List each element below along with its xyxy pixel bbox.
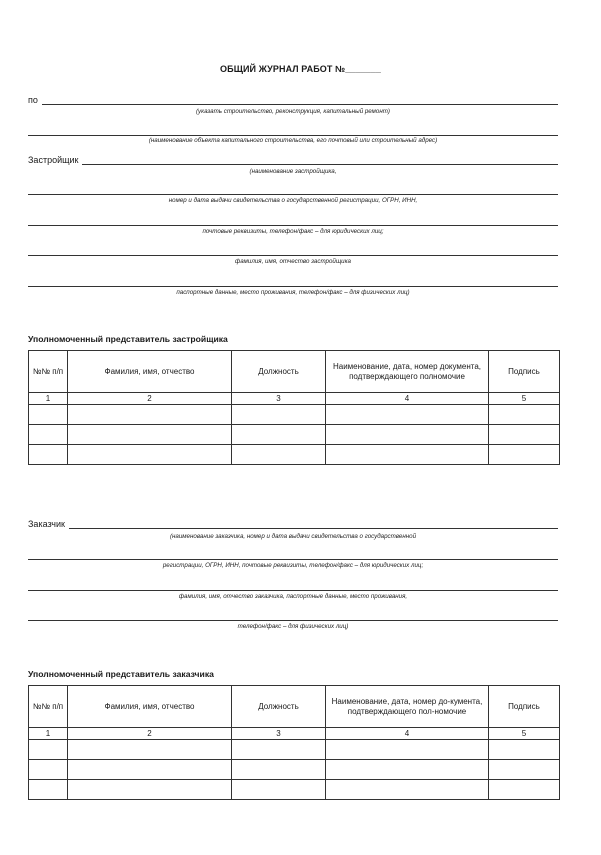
table-cell[interactable] <box>232 780 326 800</box>
table-cell[interactable] <box>29 425 68 445</box>
object-field-line[interactable] <box>28 125 558 136</box>
header-cell-signature: Подпись <box>489 351 560 393</box>
developer-line-4 <box>28 245 558 256</box>
table-cell[interactable] <box>68 780 232 800</box>
po-hint-1: (указать строительство, реконструкция, капитальный ремонт) <box>196 108 390 115</box>
table-cell[interactable] <box>489 445 560 465</box>
table-cell[interactable] <box>232 425 326 445</box>
table-cell[interactable] <box>68 740 232 760</box>
column-number: 3 <box>232 393 326 405</box>
table-cell[interactable] <box>232 405 326 425</box>
header-cell-number: №№ п/п <box>29 686 68 728</box>
developer-hint-1: (наименование застройщика, <box>249 168 337 175</box>
po-row <box>28 94 558 105</box>
table-header-row <box>29 351 560 393</box>
customer-line-2 <box>28 549 558 560</box>
customer-hint-2: регистрации, ОГРН, ИНН, почтовые реквизиты, телефон/факс – для юридических лиц; <box>162 562 424 569</box>
developer-line-2 <box>28 184 558 195</box>
column-number: 2 <box>68 728 232 740</box>
developer-hint-5: паспортные данные, место проживания, телефон/факс – для физических лиц) <box>176 289 410 296</box>
table-cell[interactable] <box>68 445 232 465</box>
column-number: 1 <box>29 393 68 405</box>
header-cell-number: №№ п/п <box>29 351 68 393</box>
developer-row <box>28 154 558 165</box>
customer-hint-4: телефон/факс – для физических лиц) <box>237 623 349 630</box>
table-cell[interactable] <box>29 760 68 780</box>
developer-line-5 <box>28 276 558 287</box>
developer-hint-4: фамилия, имя, отчество застройщика <box>235 258 351 265</box>
customer-rep-table <box>28 685 560 800</box>
table-cell[interactable] <box>232 760 326 780</box>
column-number: 1 <box>29 728 68 740</box>
table-row <box>29 780 560 800</box>
column-number: 3 <box>232 728 326 740</box>
column-number-row <box>29 393 560 405</box>
customer-field-line-3[interactable] <box>28 580 558 591</box>
customer-hint-3: фамилия, имя, отчество заказчика, паспортные данные, место проживания, <box>178 593 408 600</box>
table-cell[interactable] <box>489 760 560 780</box>
developer-hint-3: почтовые реквизиты, телефон/факс – для юридических лиц; <box>202 228 384 235</box>
developer-field-line[interactable] <box>82 154 558 165</box>
customer-field-line-2[interactable] <box>28 549 558 560</box>
table-cell[interactable] <box>489 405 560 425</box>
customer-label: Заказчик <box>28 519 65 529</box>
table-cell[interactable] <box>489 425 560 445</box>
developer-rep-title: Уполномоченный представитель застройщика <box>28 334 228 344</box>
developer-field-line-2[interactable] <box>28 184 558 195</box>
table-cell[interactable] <box>326 740 489 760</box>
table-cell[interactable] <box>68 760 232 780</box>
table-cell[interactable] <box>29 445 68 465</box>
table-cell[interactable] <box>326 405 489 425</box>
table-cell[interactable] <box>489 780 560 800</box>
header-cell-document: Наименование, дата, номер до-кумента, подтверждающего пол-номочие <box>326 686 489 728</box>
column-number: 4 <box>326 728 489 740</box>
developer-field-line-3[interactable] <box>28 215 558 226</box>
customer-field-line-4[interactable] <box>28 610 558 621</box>
table-cell[interactable] <box>326 425 489 445</box>
customer-row <box>28 518 558 529</box>
column-number: 2 <box>68 393 232 405</box>
table-cell[interactable] <box>232 740 326 760</box>
column-number: 4 <box>326 393 489 405</box>
table-cell[interactable] <box>29 740 68 760</box>
table-row <box>29 405 560 425</box>
header-cell-fullname: Фамилия, имя, отчество <box>68 351 232 393</box>
developer-field-line-4[interactable] <box>28 245 558 256</box>
customer-field-line[interactable] <box>69 518 558 529</box>
table-row <box>29 740 560 760</box>
customer-line-4 <box>28 610 558 621</box>
header-cell-position: Должность <box>232 351 326 393</box>
table-cell[interactable] <box>29 780 68 800</box>
developer-field-line-5[interactable] <box>28 276 558 287</box>
table-row <box>29 425 560 445</box>
journal-title: ОБЩИЙ ЖУРНАЛ РАБОТ №_______ <box>220 64 381 74</box>
table-row <box>29 445 560 465</box>
header-cell-document: Наименование, дата, номер документа, подтверждающего полномочие <box>326 351 489 393</box>
table-cell[interactable] <box>489 740 560 760</box>
column-number: 5 <box>489 728 560 740</box>
column-number-row <box>29 728 560 740</box>
header-cell-signature: Подпись <box>489 686 560 728</box>
column-number: 5 <box>489 393 560 405</box>
developer-rep-table <box>28 350 560 465</box>
developer-hint-2: номер и дата выдачи свидетельства о государственной регистрации, ОГРН, ИНН, <box>168 197 418 204</box>
table-cell[interactable] <box>232 445 326 465</box>
table-cell[interactable] <box>68 425 232 445</box>
developer-label: Застройщик <box>28 155 79 165</box>
developer-line-3 <box>28 215 558 226</box>
customer-rep-title: Уполномоченный представитель заказчика <box>28 669 214 679</box>
customer-line-3 <box>28 580 558 591</box>
table-cell[interactable] <box>68 405 232 425</box>
header-cell-position: Должность <box>232 686 326 728</box>
customer-hint-1: (наименование заказчика, номер и дата выдачи свидетельства о государственной <box>169 533 417 540</box>
header-cell-fullname: Фамилия, имя, отчество <box>68 686 232 728</box>
object-row <box>28 125 558 136</box>
po-field-line[interactable] <box>42 94 558 105</box>
table-cell[interactable] <box>326 760 489 780</box>
table-cell[interactable] <box>29 405 68 425</box>
table-row <box>29 760 560 780</box>
po-hint-2: (наименование объекта капитального строительства, его почтовый или строительный адрес) <box>148 137 438 144</box>
table-cell[interactable] <box>326 780 489 800</box>
table-header-row <box>29 686 560 728</box>
table-cell[interactable] <box>326 445 489 465</box>
po-label: по <box>28 95 38 105</box>
